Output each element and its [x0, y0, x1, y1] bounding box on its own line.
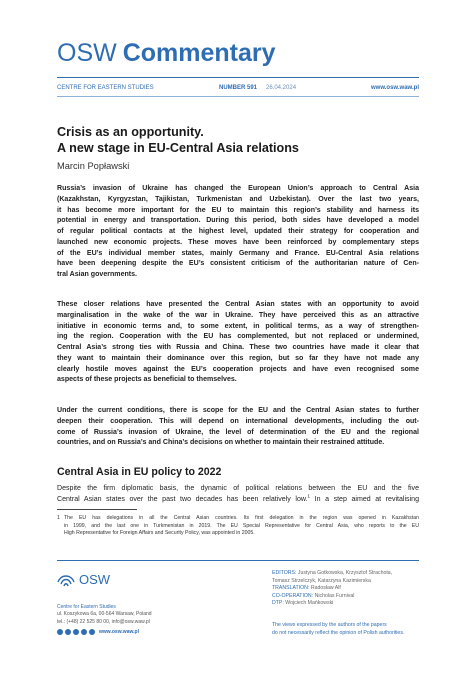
cooperation-name: Nicholas Furnival [314, 592, 355, 599]
linkedin-icon[interactable] [81, 629, 87, 635]
text-line: aspects of these projects as beneficial to themselves. [57, 376, 237, 384]
social-links [57, 628, 139, 636]
website-link[interactable]: www.osw.waw.pl [370, 85, 419, 91]
text-line: of the EU’s individual member states, mainly Germany and France. EU-Central Asia relations [57, 249, 419, 257]
text-line [57, 495, 419, 506]
text-line: they want to maintain their dominance over this region, but so far they have not made any [57, 354, 419, 362]
text-line: Despite the firm diplomatic basis, the dynamic of political relations between the EU and the five [57, 485, 419, 492]
editors-names: Justyna Gotkowska, Krzysztof Strachota, [297, 570, 393, 576]
text-line: (Kazakhstan, Kyrgyzstan, Tajikistan, Turkmenistan and Uzbekistan). Over the last two years, [57, 195, 419, 203]
issue-date: 26.04.2024 [266, 85, 297, 91]
text-segment: Central Asian states over the past two decades has been relatively low. [57, 495, 308, 503]
issue-number: NUMBER 591 [219, 85, 258, 91]
cooperation-label: CO-OPERATION: [272, 592, 314, 599]
text-line: have been deepening despite the EU’s consistent criticism of the authoritarian nature of Cen- [57, 260, 419, 268]
body-paragraph [57, 484, 419, 506]
text-line: marginalisation in the wake of the war in Ukraine. They have perceived this as an attractive [57, 311, 419, 319]
footnote-number: 1 [57, 515, 60, 521]
text-line: it has become more important for the EU to maintain this region’s stability and harness its [57, 206, 419, 214]
osw-logo-text: OSW [79, 572, 111, 587]
lead-paragraph-2 [57, 300, 419, 386]
editorial-credits [272, 570, 392, 608]
facebook-icon[interactable] [57, 629, 63, 635]
text-line: countries, and on Russia’s and China’s decisions on whether to maintain their restrained attitude. [57, 439, 385, 447]
text-line: initiative in economic terms and, to some extent, in political terms, as a way of strengthen- [57, 322, 419, 330]
disclaimer-line: The views expressed by the authors of the papers [272, 622, 387, 628]
header-rule [57, 77, 419, 78]
meta-rule [57, 96, 419, 97]
editors-label: EDITORS: [272, 570, 297, 576]
article-title [57, 124, 299, 156]
footnote [57, 515, 419, 538]
masthead [57, 38, 276, 68]
centre-label: CENTRE FOR EASTERN STUDIES [57, 85, 154, 91]
section-heading: Central Asia in EU policy to 2022 [57, 466, 222, 478]
centre-contact [57, 604, 152, 626]
translation-label: TRANSLATION: [272, 585, 310, 591]
youtube-icon[interactable] [73, 629, 79, 635]
author-name: Marcin Popławski [57, 161, 130, 171]
footnote-line: High Representative for Foreign Affairs and Security Policy, was appointed in 2005. [64, 530, 255, 537]
text-line: clearly hostile moves against the EU’s cooperation projects and have even recognised some [57, 365, 419, 373]
text-line: of regular political contacts at the highest level, updated their strategy for cooperation and [57, 228, 419, 235]
footnote-line: The EU has delegations in all the Central Asian countries. Its first delegation in the region was opened in Kazakhstan [64, 515, 419, 521]
text-line: Russia’s invasion of Ukraine has changed the European Union’s approach to Central Asia [57, 185, 419, 192]
text-line: tral Asian governments. [57, 271, 138, 278]
translator-name: Radosław Alf [310, 585, 341, 591]
dtp-name: Wojciech Mańkowski [285, 600, 334, 606]
text-line: These closer relations have presented the Central Asian states with an opportunity to avoid [57, 301, 419, 308]
email-icon[interactable] [89, 629, 95, 635]
text-line: come of Russia’s invasion of Ukraine, the level of determination of the EU and the regional [57, 428, 419, 436]
dtp-label: DTP: [272, 600, 284, 606]
centre-name: Centre for Eastern Studies [57, 604, 116, 610]
disclaimer [272, 622, 404, 637]
editors-names-cont: Tomasz Strzelczyk, Katarzyna Kazimierska [272, 577, 371, 584]
footnote-text [64, 515, 419, 538]
text-line: Under the current conditions, there is scope for the EU and the Central Asian states to further [57, 407, 419, 414]
text-line: ing the region. Cooperation with the EU has complemented, but not replaced or undermined, [57, 333, 419, 341]
footer-rule [57, 560, 419, 561]
footnote-marker[interactable]: 1 [307, 493, 311, 499]
masthead-series: Commentary [122, 39, 276, 67]
twitter-icon[interactable] [65, 629, 71, 635]
text-line: launched new economic projects. These moves have been reinforced by complementary steps [57, 238, 419, 246]
text-line: deepen their cooperation. This will depend on international developments, including the out- [57, 417, 419, 425]
lead-paragraph-1 [57, 184, 419, 281]
footer-website-link[interactable]: www.osw.waw.pl [99, 629, 140, 635]
text-segment: In a step aimed at revitalising [310, 495, 419, 503]
title-line-1: Crisis as an opportunity. [57, 125, 204, 139]
title-line-2: A new stage in EU-Central Asia relations [57, 141, 299, 155]
centre-address: ul. Koszykowa 6a, 00-564 Warsaw, Poland [57, 611, 152, 618]
osw-logo-icon [57, 572, 75, 588]
footnote-rule [57, 509, 137, 510]
meta-row [57, 83, 419, 93]
text-line: Central Asia’s strong ties with Russia and China. These two countries have made it clear that [57, 344, 419, 351]
disclaimer-line: do not necessarily reflect the opinion of Polish authorities. [272, 629, 405, 636]
lead-paragraph-3 [57, 406, 419, 449]
footnote-line: in 1999, and the last one in Turkmenistan in 2019. The EU Special Representative for Central Asia, who reports to the EU [64, 522, 419, 529]
centre-contact-line: tel.: (+48) 22 525 80 00, info@osw.waw.pl [57, 618, 150, 625]
osw-logo [57, 570, 125, 590]
masthead-brand: OSW [57, 39, 117, 67]
text-line: potential in energy and transportation. During this period, both sides have developed a model [57, 217, 419, 225]
